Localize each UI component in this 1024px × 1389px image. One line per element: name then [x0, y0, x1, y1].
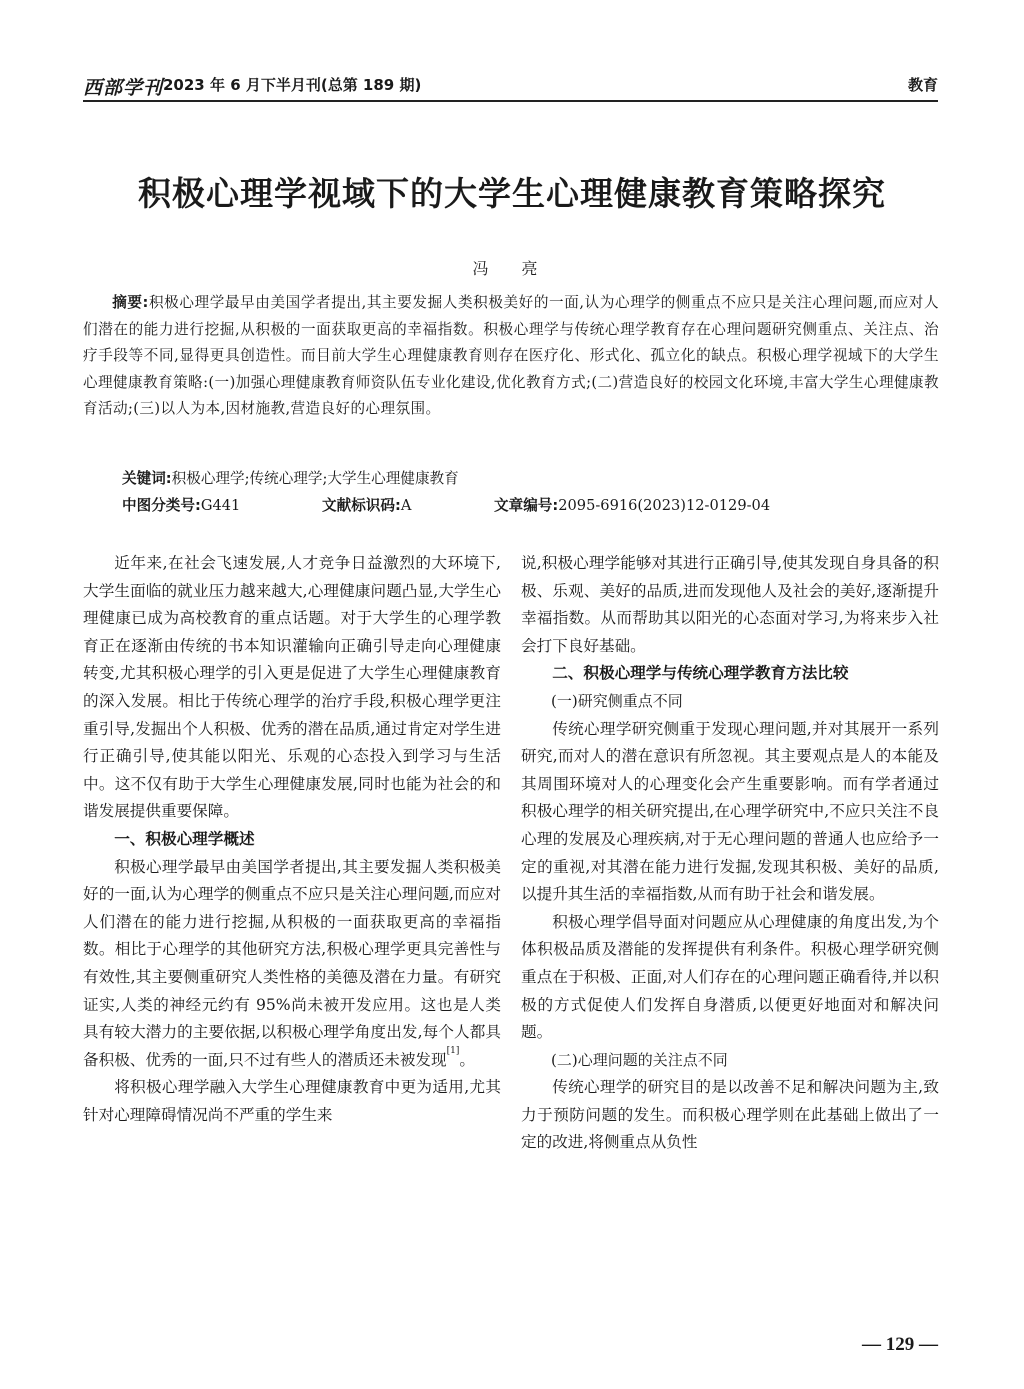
paragraph: 近年来,在社会飞速发展,人才竞争日益激烈的大环境下,大学生面临的就业压力越来越大,心理健康问题凸显,大学生心理健康已成为高校教育的重点话题。对于大学生的心理学教育正在逐渐由传统的书本知识灌输向正确引导走向心理健康转变,尤其积极心理学的引入更是促进了大学生心理健康教育的深入发展。相比于传统心理学的治疗手段,积极心理学更注重引导,发掘出个人积极、优秀的潜在品质,通过肯定对学生进行正确引导,使其能以阳光、乐观的心态投入到学习与生活中。这不仅有助于大学生心理健康发展,同时也能为社会的和谐发展提供重要保障。 [83, 554, 501, 821]
article-no-group [494, 493, 770, 519]
paragraph-end: 。 [459, 1050, 475, 1069]
body-right-column [521, 550, 939, 1157]
section-name: 教育 [907, 76, 938, 94]
article-no-label: 文章编号: [494, 497, 559, 514]
paragraph: 传统心理学研究侧重于发现心理问题,并对其展开一系列研究,而对人的潜在意识有所忽视。其主要观点是人的本能及其周围环境对人的心理变化会产生重要影响。而有学者通过积极心理学的相关研究提出,在心理学研究中,不应只关注不良心理的发展及心理疾病,对于无心理问题的普通人也应给予一定的重视,对其潜在能力进行发掘,发现其积极、美好的品质,以提升其生活的幸福指数,从而有助于社会和谐发展。 [521, 719, 939, 904]
header-divider [83, 100, 938, 102]
doc-code-label: 文献标识码: [322, 497, 401, 514]
clc-value: G441 [200, 497, 241, 514]
paragraph [83, 854, 501, 1075]
citation-ref[interactable]: [1] [446, 1045, 460, 1056]
subsection-heading: (二)心理问题的关注点不同 [551, 1050, 728, 1069]
running-header [83, 73, 938, 97]
keywords [122, 466, 459, 492]
section-heading: 二、积极心理学与传统心理学教育方法比较 [552, 664, 849, 683]
page-number: — 129 — [862, 1334, 938, 1355]
paragraph: 将积极心理学融入大学生心理健康教育中更为适用,尤其针对心理障碍情况尚不严重的学生来 [83, 1078, 501, 1124]
clc-group [122, 493, 322, 519]
issue-info: 2023 年 6 月下半月刊(总第 189 期) [163, 76, 422, 94]
clc-label: 中图分类号: [122, 497, 201, 514]
body-left-column [83, 550, 501, 1129]
paragraph-text: 积极心理学最早由美国学者提出,其主要发掘人类积极美好的一面,认为心理学的侧重点不应只是关注心理问题,而应对人们潜在的能力进行挖掘,从积极的一面获取更高的幸福指数。相比于心理学的其他研究方法,积极心理学更具完善性与有效性,其主要侧重研究人类性格的美德及潜在力量。有研究证实,人类的神经元约有 95%尚未被开发应用。这也是人类具有较大潜力的主要依据,以积极心理学角度出发,每个人都具备积极、优秀的一面,只不过有些人的潜质还未被发现 [83, 857, 501, 1069]
subsection-heading: (一)研究侧重点不同 [551, 691, 683, 710]
keywords-label: 关键词: [122, 470, 172, 487]
paragraph: 说,积极心理学能够对其进行正确引导,使其发现自身具备的积极、乐观、美好的品质,进而发现他人及社会的美好,逐渐提升幸福指数。从而帮助其以阳光的心态面对学习,为将来步入社会打下良好基础。 [521, 554, 939, 655]
abstract-label: 摘要: [112, 294, 149, 311]
section-heading: 一、积极心理学概述 [114, 829, 255, 848]
doc-code-group [322, 493, 494, 519]
doc-code-value: A [400, 497, 412, 514]
paragraph: 积极心理学倡导面对问题应从心理健康的角度出发,为个体积极品质及潜能的发挥提供有利条件。积极心理学研究侧重点在于积极、正面,对人们存在的心理问题正确看待,并以积极的方式促使人们发挥自身潜质,以便更好地面对和解决问题。 [521, 912, 939, 1042]
keywords-text: 积极心理学;传统心理学;大学生心理健康教育 [171, 470, 459, 487]
classification-line [122, 493, 942, 519]
paragraph: 传统心理学的研究目的是以改善不足和解决问题为主,致力于预防问题的发生。而积极心理学则在此基础上做出了一定的改进,将侧重点从负性 [521, 1078, 939, 1152]
author-name: 冯 亮 [472, 259, 552, 278]
journal-logo: 西部学刊 [83, 78, 164, 99]
abstract-text: 积极心理学最早由美国学者提出,其主要发掘人类积极美好的一面,认为心理学的侧重点不应只是关注心理问题,而应对人们潜在的能力进行挖掘,从积极的一面获取更高的幸福指数。积极心理学与传统心理学教育存在心理问题研究侧重点、关注点、治疗手段等不同,显得更具创造性。而目前大学生心理健康教育则存在医疗化、形式化、孤立化的缺点。积极心理学视域下的大学生心理健康教育策略:(一)加强心理健康教育师资队伍专业化建设,优化教育方式;(二)营造良好的校园文化环境,丰富大学生心理健康教育活动;(三)以人为本,因材施教,营造良好的心理氛围。 [83, 294, 939, 417]
abstract [83, 290, 939, 423]
article-title: 积极心理学视域下的大学生心理健康教育策略探究 [138, 174, 886, 213]
article-no-value: 2095-6916(2023)12-0129-04 [558, 497, 771, 514]
